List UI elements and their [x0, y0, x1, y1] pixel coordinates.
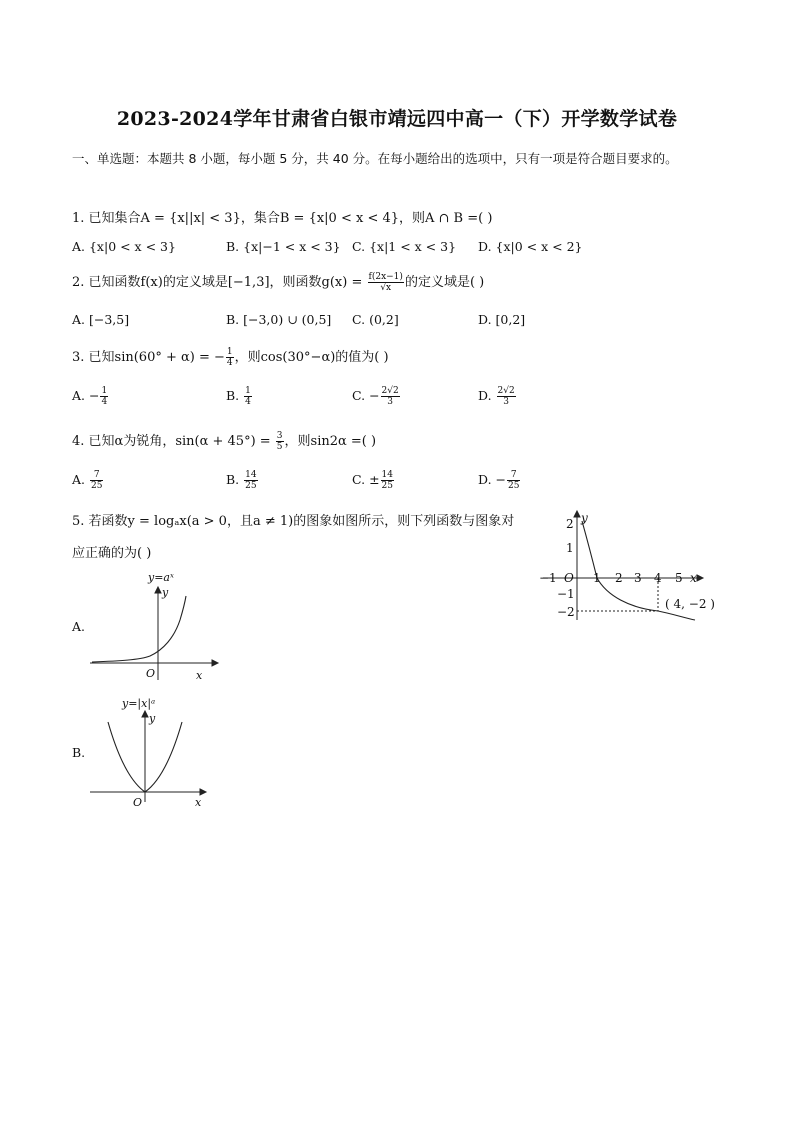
q3-option-b-fraction: [244, 386, 252, 407]
q4-option-c-den: 25: [381, 481, 393, 491]
q2-fraction-denominator: √x: [380, 283, 392, 293]
q4-option-d: [478, 470, 521, 491]
q2-stem-part-2: 的定义域是( ): [404, 275, 485, 290]
q3-option-c: [352, 386, 401, 407]
q3-stem-part-2: ，则cos(30°−α)的值为( ): [234, 350, 389, 365]
q3-option-a-den: 4: [101, 397, 108, 407]
question-1-stem: 1. 已知集合A = {x||x| < 3}，集合B = {x|0 < x < 4}，则A ∩ B =( ): [72, 211, 493, 226]
q3-option-a-prefix: A. −: [72, 388, 100, 403]
graph-x-tick-2: 2: [615, 571, 623, 585]
graph-origin: O: [564, 571, 574, 585]
q4-option-d-den: 25: [508, 481, 520, 491]
a-x-arrow: [212, 660, 218, 666]
q2-fraction: [368, 272, 404, 293]
q3-option-c-num: 2√2: [381, 386, 399, 396]
graph-y-arrow: [574, 511, 580, 517]
q4-stem-part-2: ，则sin2α =( ): [284, 434, 377, 449]
question-5-stem-line-1: 5. 若函数y = logₐx(a > 0，且a ≠ 1)的图象如图所示，则下列函数与图象对: [72, 514, 515, 529]
graph-y-tick-neg2: −2: [557, 605, 575, 619]
q3-option-d-num: 2√2: [497, 386, 515, 396]
a-function-label: y=aˣ: [148, 571, 174, 584]
q4-option-c-fraction: [381, 470, 394, 491]
q3-option-b-den: 4: [245, 397, 251, 407]
q4-option-a-den: 25: [90, 481, 103, 491]
q5-option-b-label: B.: [72, 745, 86, 760]
q2-fraction-numerator: f(2x−1): [368, 272, 403, 282]
question-4-stem: [72, 430, 376, 452]
section-heading: 一、单选题：本题共 8 小题，每小题 5 分，共 40 分。在每小题给出的选项中，只有一项是符合题目要求的。: [72, 151, 678, 166]
q5-option-b-graph: [88, 692, 224, 810]
graph-x-tick-neg1: −1: [539, 571, 557, 585]
q3-option-a-fraction: [100, 386, 108, 407]
q5-option-a-label: A.: [72, 619, 86, 634]
graph-y-tick-neg1: −1: [557, 587, 575, 601]
q3-option-c-den: 3: [387, 397, 393, 407]
q3-option-b: [226, 386, 253, 407]
q4-option-a-num: 7: [90, 470, 103, 481]
q4-option-c-num: 14: [381, 470, 393, 480]
a-origin: O: [146, 667, 156, 680]
graph-x-tick-3: 3: [634, 571, 642, 585]
q4-option-d-num: 7: [507, 470, 520, 481]
q4-option-b-fraction: [244, 470, 257, 491]
q3-fraction-denominator: 4: [226, 358, 233, 368]
q2-option-d: D. [0,2]: [478, 312, 526, 327]
q4-option-d-prefix: D. −: [478, 472, 506, 487]
a-y-arrow: [155, 587, 161, 593]
b-x-arrow: [200, 789, 206, 795]
q4-option-b: [226, 470, 259, 491]
graph-x-label: x: [690, 571, 697, 585]
q4-fraction-numerator: 3: [276, 431, 283, 441]
q3-option-c-fraction: [381, 386, 400, 407]
graph-y-tick-1: 1: [566, 541, 574, 555]
q1-option-c: C. {x|1 < x < 3}: [352, 239, 457, 254]
b-x-label: x: [195, 796, 202, 809]
graph-y-tick-2: 2: [566, 517, 574, 531]
page-title: 2023-2024学年甘肃省白银市靖远四中高一（下）开学数学试卷: [116, 108, 678, 130]
q3-option-d-fraction: [497, 386, 516, 407]
q4-option-a: [72, 470, 104, 491]
q3-option-d-prefix: D.: [478, 388, 496, 403]
a-y-label: y: [162, 586, 169, 599]
graph-point-label: ( 4, −2 ): [665, 597, 715, 611]
q4-option-b-den: 25: [245, 481, 257, 491]
graph-x-tick-1: 1: [593, 571, 601, 585]
q3-fraction-numerator: 1: [226, 347, 233, 357]
graph-x-arrow: [697, 575, 703, 581]
q4-fraction: [276, 431, 284, 452]
q3-fraction: [226, 347, 234, 368]
q4-fraction-denominator: 5: [276, 442, 283, 452]
q4-option-c-prefix: C. ±: [352, 472, 380, 487]
q3-option-a: [72, 386, 109, 407]
b-y-arrow: [142, 711, 148, 717]
q5-option-a-graph: [88, 568, 224, 686]
question-2-stem: [72, 271, 484, 293]
q1-option-b: B. {x|−1 < x < 3}: [226, 239, 341, 254]
q4-option-d-fraction: [507, 470, 520, 491]
q2-option-b: B. [−3,0) ∪ (0,5]: [226, 312, 332, 327]
q2-option-a: A. [−3,5]: [72, 312, 130, 327]
q1-option-d: D. {x|0 < x < 2}: [478, 239, 583, 254]
a-x-label: x: [196, 669, 203, 682]
a-exponential-curve: [92, 596, 186, 662]
log-function-graph: [535, 508, 735, 628]
graph-x-tick-4: 4: [654, 571, 662, 585]
q4-option-b-prefix: B.: [226, 472, 244, 487]
q4-option-a-prefix: A.: [72, 472, 89, 487]
q4-option-b-num: 14: [245, 470, 257, 480]
q4-stem-part-1: 4. 已知α为锐角，sin(α + 45°) =: [72, 434, 275, 449]
q3-option-c-prefix: C. −: [352, 388, 380, 403]
graph-y-label: y: [581, 511, 588, 525]
q4-option-c: [352, 470, 395, 491]
b-y-label: y: [149, 712, 156, 725]
graph-x-tick-5: 5: [675, 571, 683, 585]
b-origin: O: [133, 796, 143, 809]
q1-option-a: A. {x|0 < x < 3}: [72, 239, 176, 254]
q2-option-c: C. (0,2]: [352, 312, 399, 327]
question-5-stem-line-2: 应正确的为( ): [72, 546, 152, 561]
q3-stem-part-1: 3. 已知sin(60° + α) = −: [72, 350, 225, 365]
b-function-label: y=|x|ᵃ: [122, 697, 156, 710]
q3-option-d: [478, 386, 517, 407]
q2-stem-part-1: 2. 已知函数f(x)的定义域是[−1,3]，则函数g(x) =: [72, 275, 367, 290]
question-3-stem: [72, 346, 389, 368]
q3-option-b-num: 1: [245, 386, 251, 396]
q4-option-a-fraction: [90, 470, 103, 491]
q3-option-a-num: 1: [101, 386, 108, 396]
q3-option-b-prefix: B.: [226, 388, 244, 403]
q3-option-d-den: 3: [503, 397, 509, 407]
